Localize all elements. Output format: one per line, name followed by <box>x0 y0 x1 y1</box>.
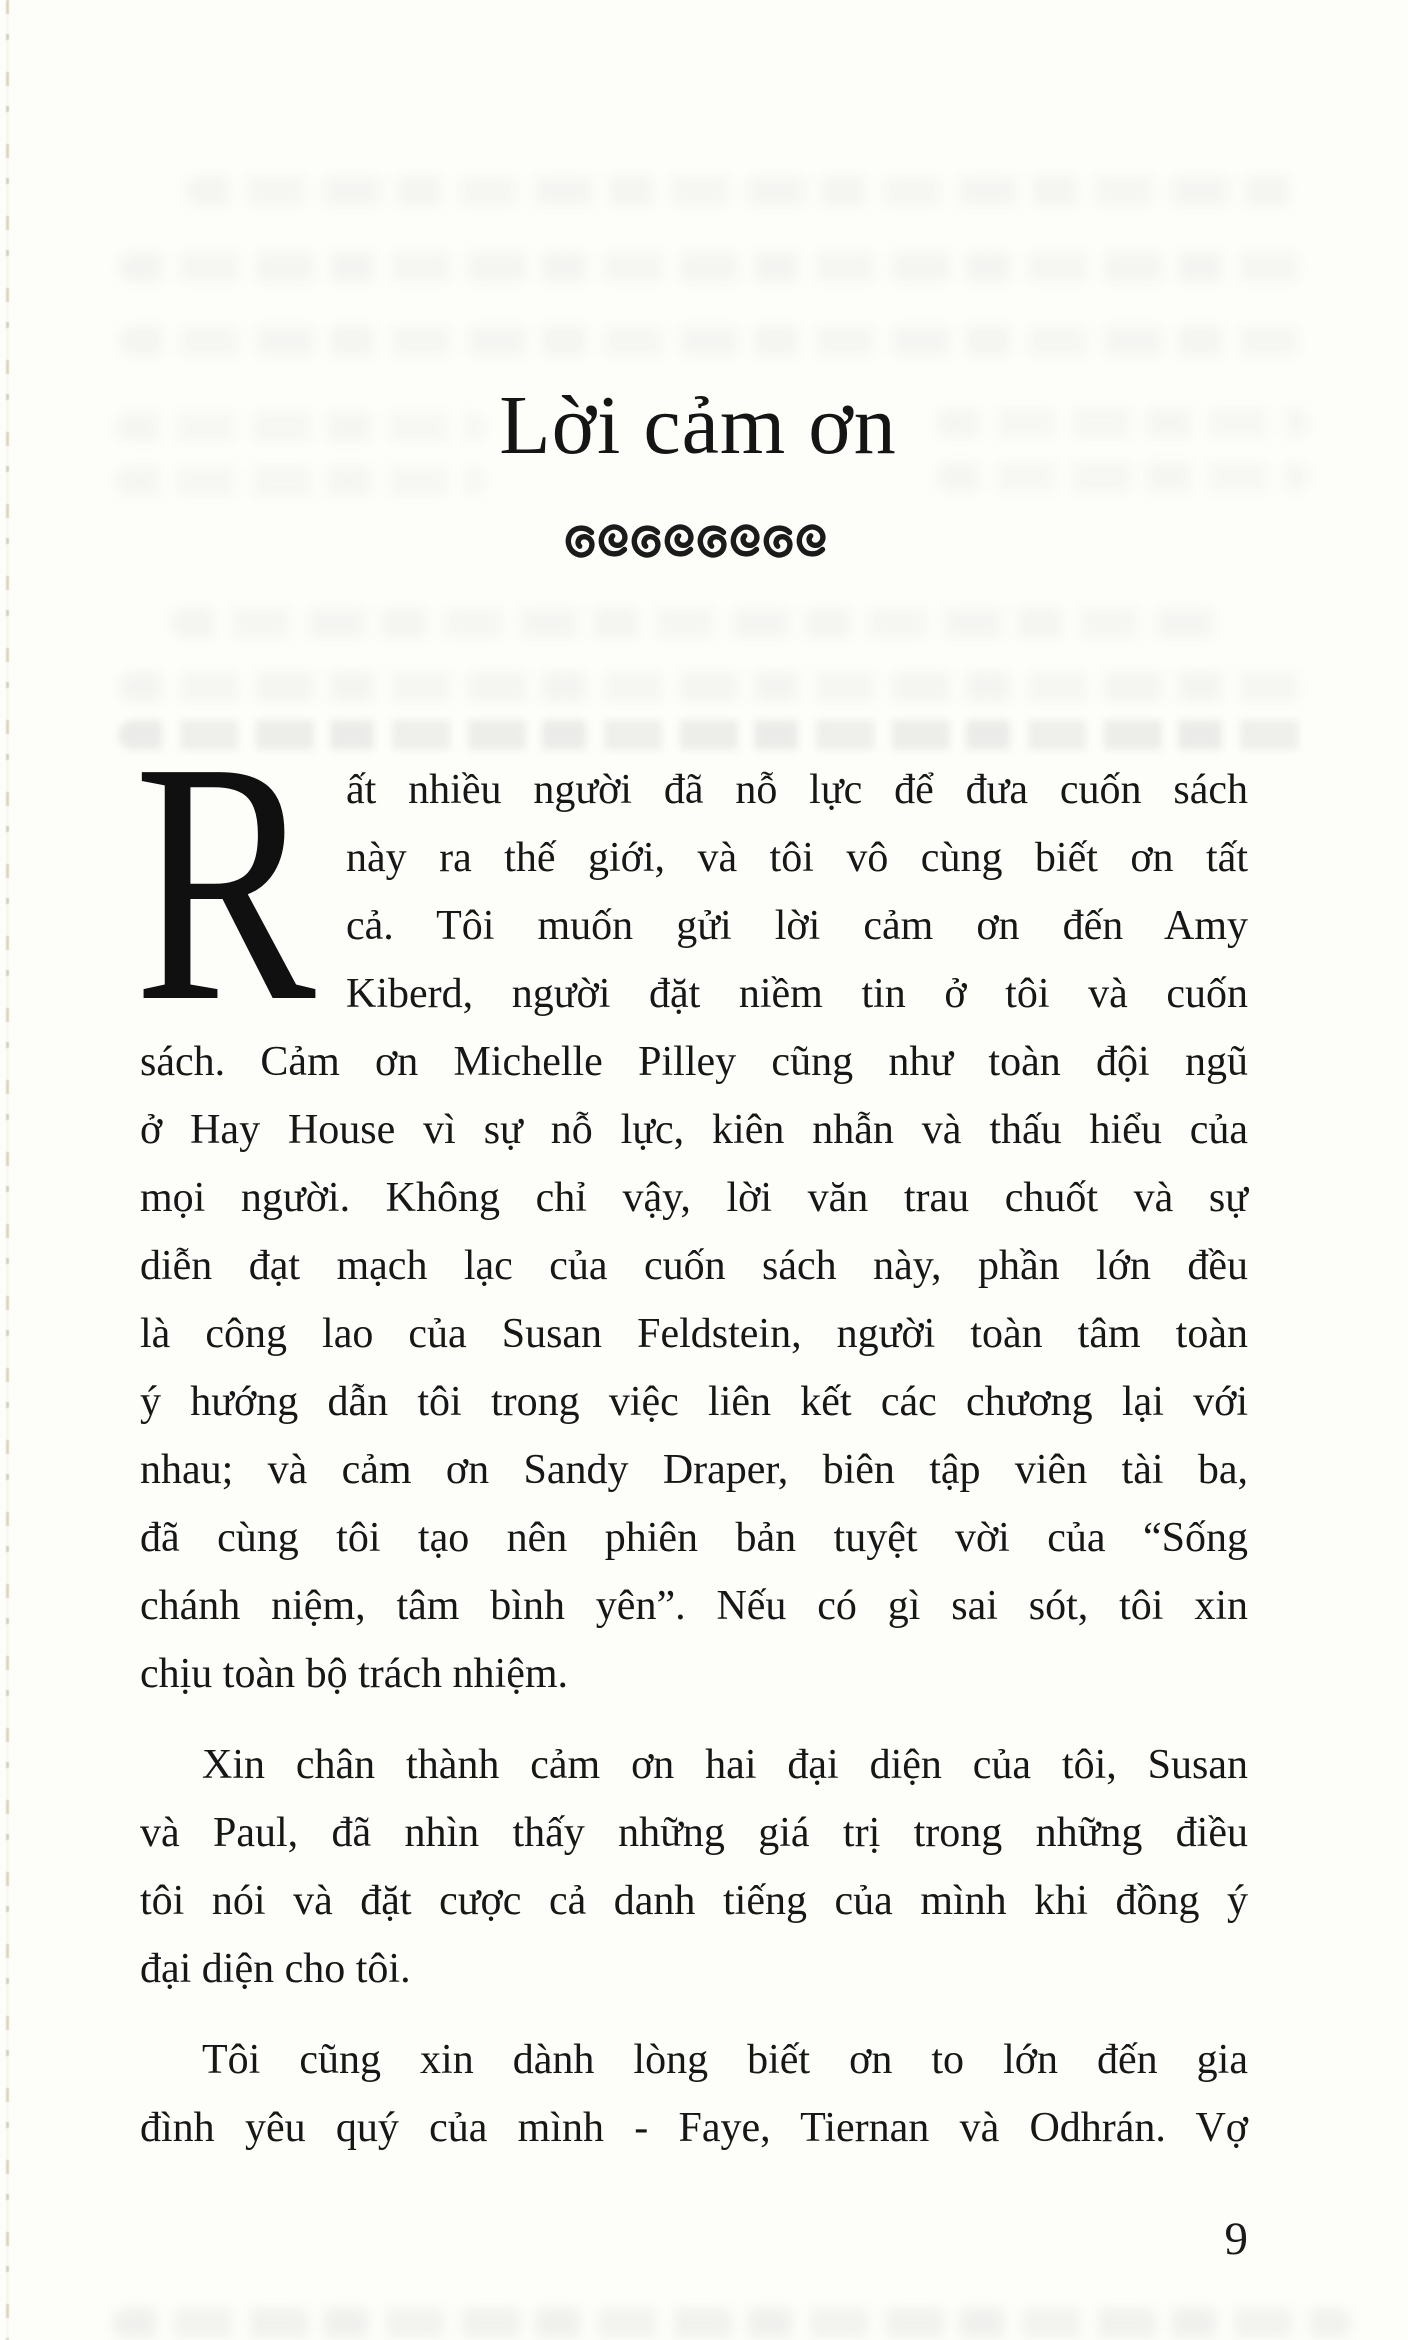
text-line: đại diện cho tôi. <box>140 1946 411 1992</box>
scroll-ornament-icon <box>0 518 1396 569</box>
text-line: ất nhiều người đã nỗ lực để đưa cuốn sách <box>346 767 1248 813</box>
text-line: đã cùng tôi tạo nên phiên bản tuyệt vời của “Sống <box>140 1515 1248 1561</box>
paragraph <box>140 1731 1248 2003</box>
body-text <box>134 691 1248 2162</box>
page-number: 9 <box>1224 2213 1248 2265</box>
text-line: là công lao của Susan Feldstein, người toàn tâm toàn <box>140 1311 1248 1357</box>
text-line: và Paul, đã nhìn thấy những giá trị trong những điều <box>140 1810 1248 1856</box>
text-line: sách. Cảm ơn Michelle Pilley cũng như toàn đội ngũ <box>140 1039 1248 1085</box>
text-line: nhau; và cảm ơn Sandy Draper, biên tập viên tài ba, <box>140 1447 1248 1493</box>
text-line: diễn đạt mạch lạc của cuốn sách này, phần lớn đều <box>140 1243 1248 1289</box>
text-line: này ra thế giới, và tôi vô cùng biết ơn tất <box>346 835 1248 881</box>
text-line: đình yêu quý của mình - Faye, Tiernan và Odhrán. Vợ <box>140 2105 1248 2151</box>
showthrough-smudge <box>185 176 1305 206</box>
showthrough-smudge <box>112 2308 1352 2338</box>
showthrough-smudge <box>118 326 1308 356</box>
text-line: chánh niệm, tâm bình yên”. Nếu có gì sai sót, tôi xin <box>140 1583 1248 1629</box>
text-line: mọi người. Không chỉ vậy, lời văn trau chuốt và sự <box>140 1175 1248 1221</box>
showthrough-smudge <box>170 608 1230 638</box>
text-line: chịu toàn bộ trách nhiệm. <box>140 1651 569 1697</box>
text-line: Xin chân thành cảm ơn hai đại diện của tôi, Susan <box>202 1742 1248 1788</box>
paragraph <box>140 2026 1248 2162</box>
text-line: tôi nói và đặt cược cả danh tiếng của mình khi đồng ý <box>140 1878 1248 1924</box>
text-line: ý hướng dẫn tôi trong việc liên kết các chương lại với <box>140 1379 1248 1425</box>
text-line: cả. Tôi muốn gửi lời cảm ơn đến Amy <box>346 903 1248 949</box>
chapter-title: Lời cảm ơn <box>499 379 897 472</box>
text-line: Kiberd, người đặt niềm tin ở tôi và cuốn <box>346 971 1248 1017</box>
showthrough-smudge <box>118 252 1308 282</box>
page-edge-line <box>6 0 9 2340</box>
text-line: Tôi cũng xin dành lòng biết ơn to lớn đến gia <box>202 2037 1248 2083</box>
text-line: ở Hay House vì sự nỗ lực, kiên nhẫn và thấu hiểu của <box>140 1107 1248 1153</box>
drop-cap: R <box>134 691 316 1073</box>
showthrough-smudge <box>115 466 485 496</box>
